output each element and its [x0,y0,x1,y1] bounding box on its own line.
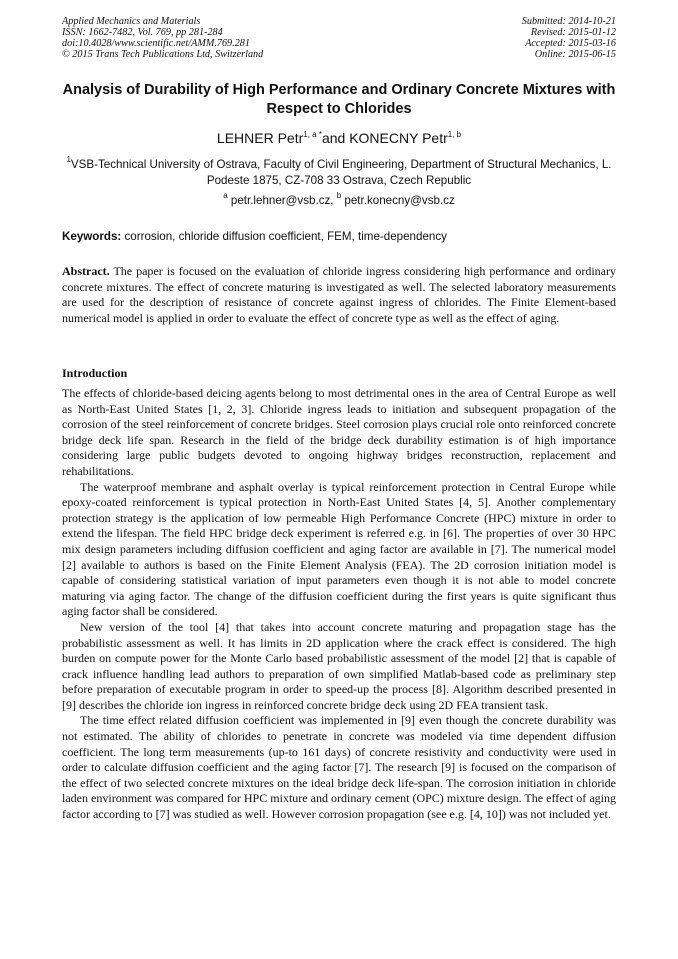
date-accepted: Accepted: 2015-03-16 [525,38,616,49]
abstract-label: Abstract. [62,264,110,278]
author-line [62,129,616,147]
section-heading-introduction: Introduction [62,366,128,380]
date-submitted: Submitted: 2014-10-21 [521,16,616,27]
keywords-label: Keywords: [62,230,122,243]
intro-paragraph: The time effect related diffusion coefficient was implemented in [9] even though the concrete durability was not estimated. The ability of chlorides to penetrate in concrete was modeled via time dependent diffusion coefficient. The long term measurements (up-to 161 days) of concrete resistivity and conductivity were used in order to calculate diffusion coefficient and the aging factor [7]. The research [9] is focused on the comparison of the effect of two selected concrete mixtures on the ideal bridge deck life-span. The corrosion initiation in chloride laden environment was compared for HPC mixture and ordinary cement (OPC) mixture design. The effect of aging factor according to [7] was studied as well. However corrosion propagation (see e.g. [4, 10]) was not included yet. [62,713,616,822]
journal-issn: ISSN: 1662-7482, Vol. 769, pp 281-284 [62,27,223,38]
submission-dates [522,16,616,60]
author-joiner: and [321,130,350,146]
paper-title: Analysis of Durability of High Performance and Ordinary Concrete Mixtures with Respect to Chlorides [62,82,616,117]
keywords [62,229,616,244]
abstract [62,264,616,326]
intro-paragraph: The effects of chloride-based deicing agents belong to most detrimental ones in the area of Central Europe as well as North-East United States [1, 2, 3]. Chloride ingress leads to initiation and subsequent propagation of the corrosion of the steel reinforcement of concrete bridges. Steel corrosion plays crucial role onto reinforced concrete bridge deck life span. Research in the field of the bridge deck durability estimation is of high importance considering large public budgets devoted to ongoing highway bridges reconstruction, replacement and rehabilitations. [62,386,616,478]
introduction-body [62,386,616,823]
journal-copyright: © 2015 Trans Tech Publications Ltd, Switzerland [62,49,264,60]
journal-info [62,16,263,60]
affiliation-text: VSB-Technical University of Ostrava, Faculty of Civil Engineering, Department of Structural Mechanics, L. Podeste 1875, CZ-708 33 Ostrava, Czech Republic [70,158,612,187]
author-2: KONECNY Petr [349,130,448,146]
author-2-affiliation-mark: 1, b [447,130,462,139]
abstract-text: The paper is focused on the evaluation of chloride ingress considering high performance and ordinary concrete mixtures. The effect of concrete maturing is investigated as well. The selected laboratory measurements are used for the description of resistance of concrete against ingress of chlorides. The Finite Element-based numerical model is applied in order to evaluate the effect of concrete type as well as the effect of aging. [62,264,616,325]
journal-doi: doi:10.4028/www.scientific.net/AMM.769.281 [62,38,250,49]
email-b-mark: b [336,191,342,200]
date-revised: Revised: 2015-01-12 [530,27,616,38]
author-1-affiliation-mark: 1, a * [303,130,322,139]
email-a-mark: a [223,191,228,200]
intro-paragraph: The waterproof membrane and asphalt overlay is typical reinforcement protection in Central Europe while epoxy-coated reinforcement is typical protection in North-East United States [4, 5]. Another complementary protection strategy is the application of low permeable High Performance Concrete (HPC) mixture in order to extend the lifespan. The field HPC bridge deck experiment is referred e.g. in [6]. The properties of over 30 HPC mix design parameters including diffusion coefficient and aging factor are available in [7]. The numerical model [2] available to authors is based on the Finite Element Analysis (FEA). The 2D corrosion initiation model is capable of considering statistical variation of input parameters even though it is not able to model concrete maturing via aging factor. The change of the diffusion coefficient during the first years is quite significant thus aging factor shall be considered. [62,479,616,619]
journal-header [62,16,616,60]
affiliation [62,157,616,189]
keywords-text: corrosion, chloride diffusion coefficient, FEM, time-dependency [121,230,447,243]
email-a[interactable]: petr.lehner@vsb.cz, [227,194,337,207]
journal-name: Applied Mechanics and Materials [62,16,201,27]
author-1: LEHNER Petr [216,130,304,146]
affiliation-mark: 1 [66,155,71,164]
intro-paragraph: New version of the tool [4] that takes into account concrete maturing and propagation stage has the probabilistic assessment as well. It has limits in 2D application where the crack effect is considered. The high burden on compute power for the Monte Carlo based probabilistic assessment of the model [2] that is capable of crack influence handling lead authors to preparation of own simplified Matlab-based code as preliminary step before preparation of executable program in order to speed-up the process [8]. Algorithm described presented in [9] describes the chloride ion ingress in reinforced concrete bridge deck using 2D FEA transient task. [62,619,616,712]
author-emails [62,193,616,208]
date-online: Online: 2015-06-15 [534,49,616,60]
email-b[interactable]: petr.konecny@vsb.cz [341,194,455,207]
